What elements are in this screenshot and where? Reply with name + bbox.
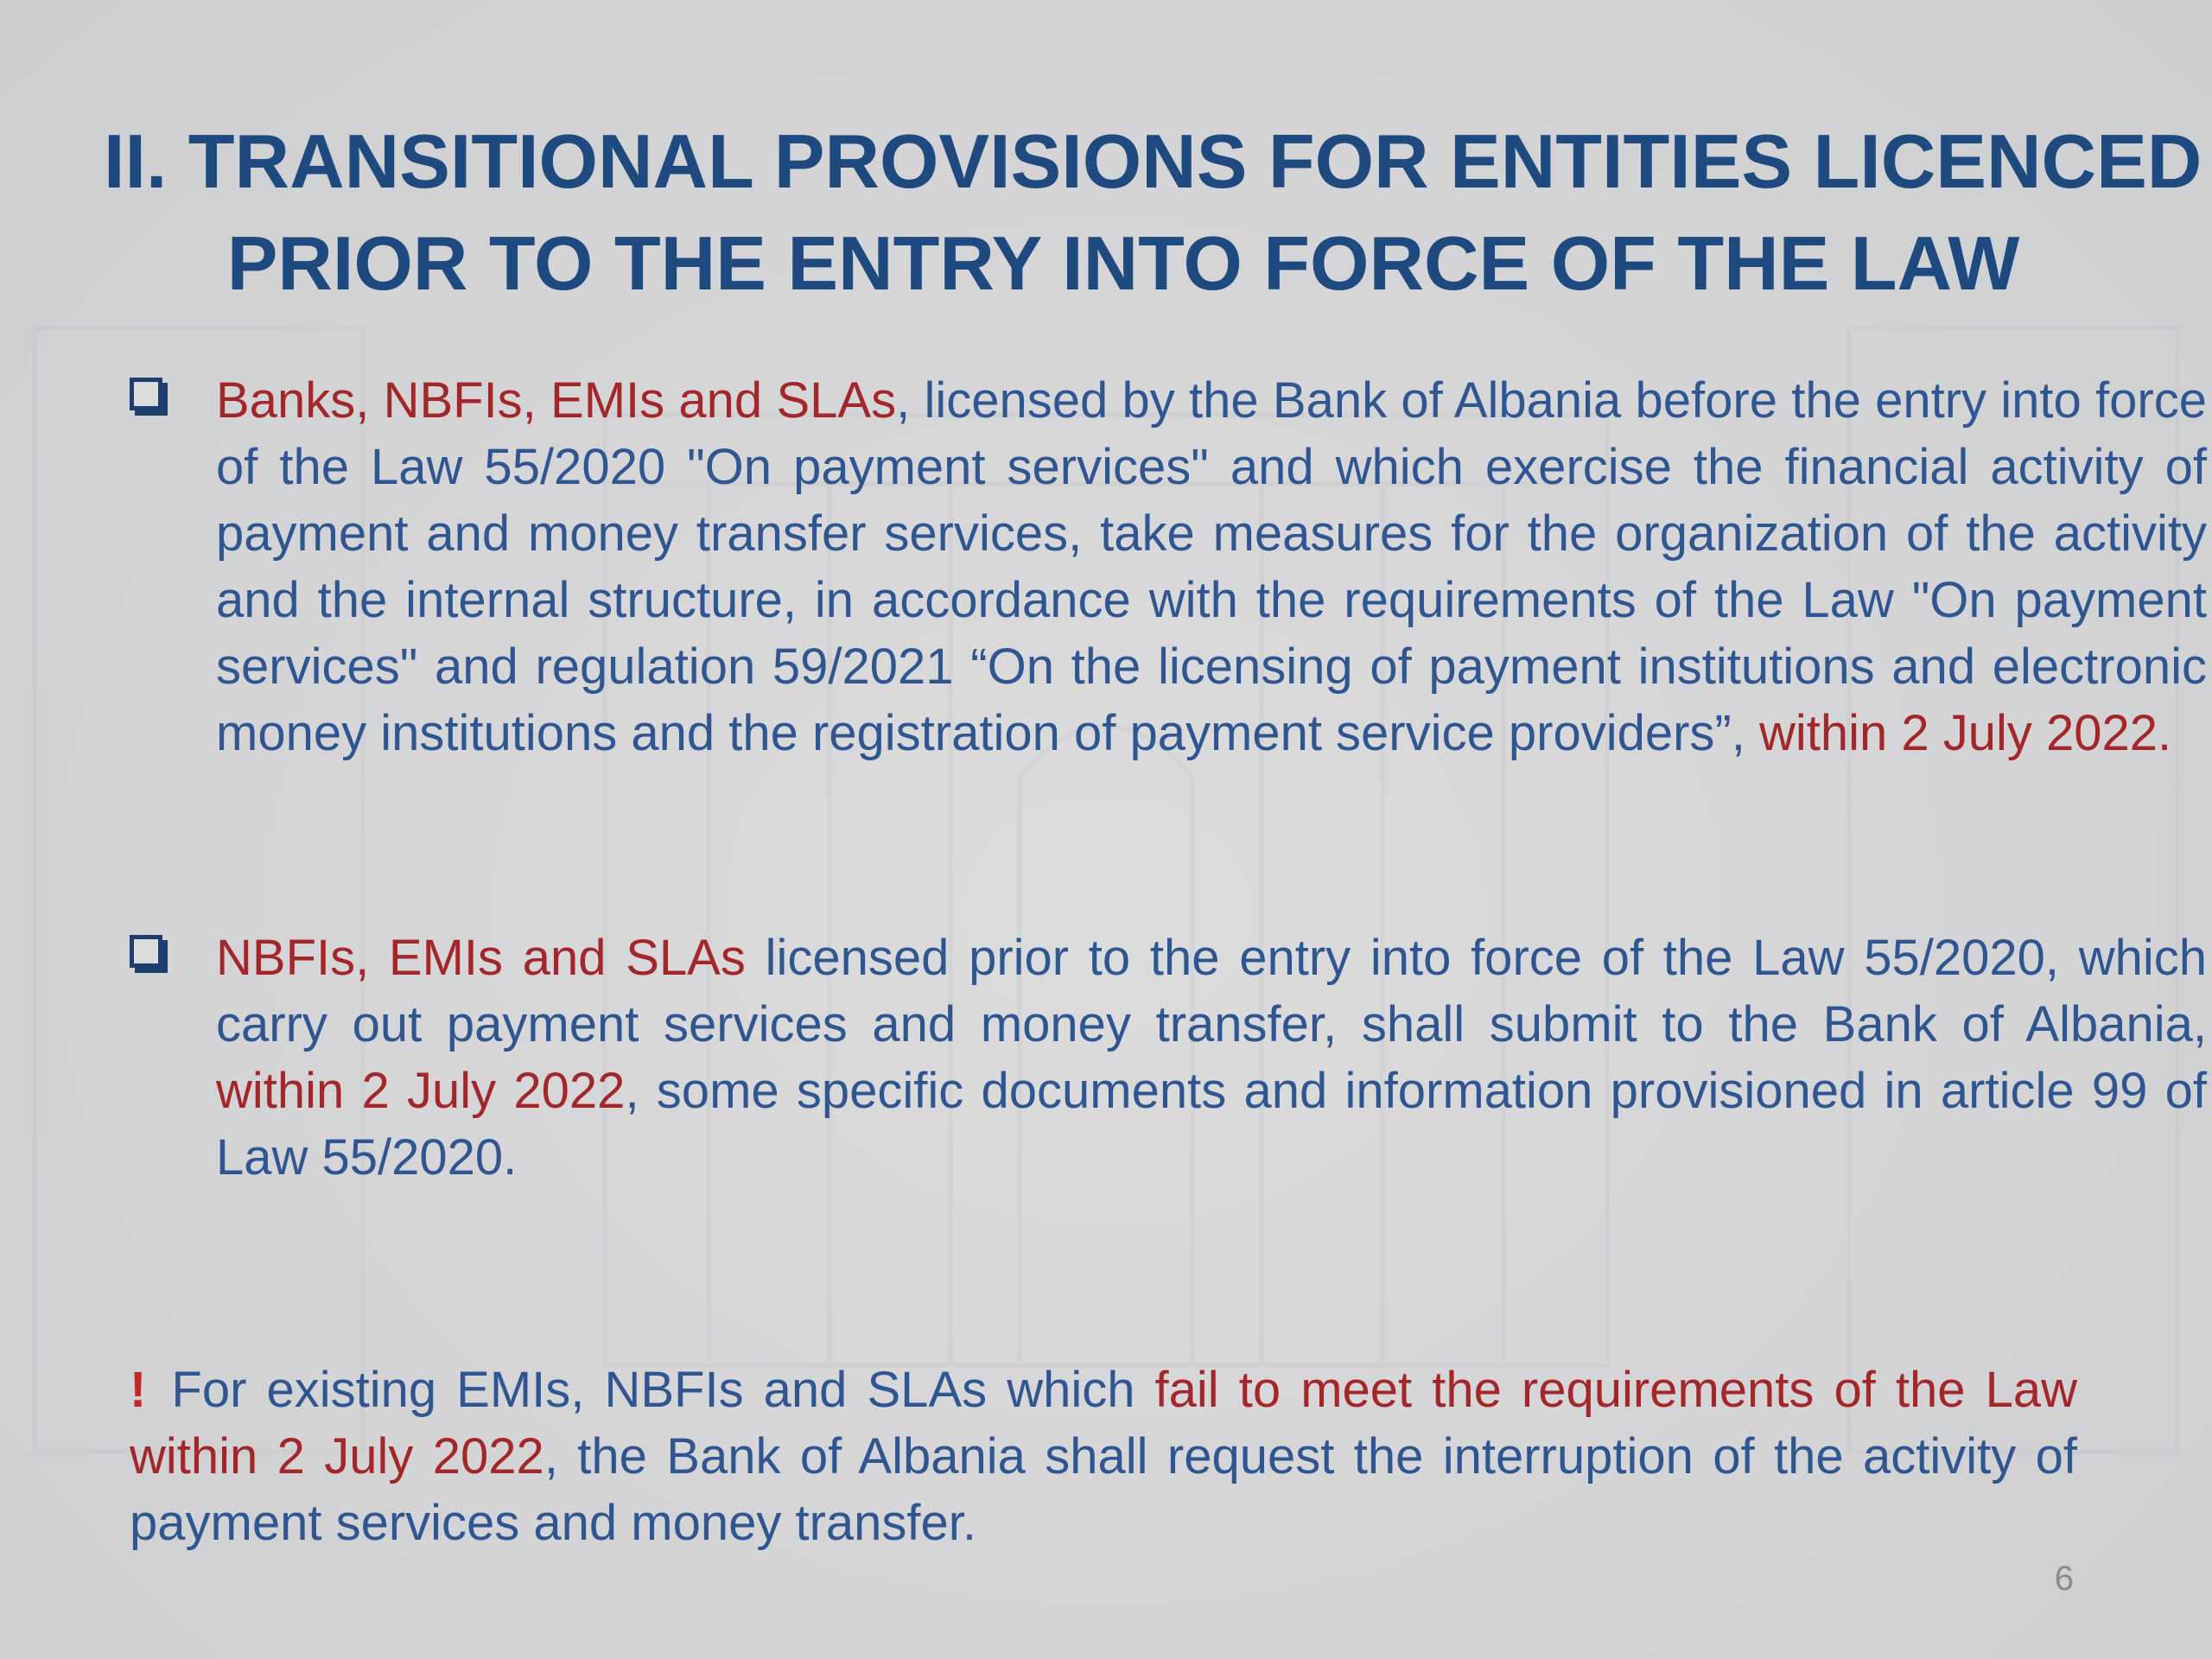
bullet-body: , some specific documents and information provisioned in article 99 of Law 55/2020. [216, 1063, 2208, 1185]
slide-title-line-2: PRIOR TO THE ENTRY INTO FORCE OF THE LAW [226, 220, 2020, 306]
warning-text: , the Bank of Albania shall request the interruption of the activity of payment services and money transfer. [130, 1428, 2077, 1551]
entities-highlight: Banks, NBFIs, EMIs and SLAs [216, 372, 897, 429]
deadline-highlight: within 2 July 2022. [1758, 705, 2172, 761]
checkbox-bullet-icon [130, 935, 162, 968]
slide-title [104, 111, 2202, 315]
warning-highlight: fail to meet the requirements of the Law within 2 July 2022 [130, 1362, 2077, 1484]
exclamation-icon: ! [130, 1362, 147, 1418]
entities-highlight: NBFIs, EMIs and SLAs [216, 930, 746, 986]
warning-note [130, 1357, 2077, 1556]
bullet-body: licensed prior to the entry into force of the Law 55/2020, which carry out payment services and money transfer, shall submit to the Bank of Albania, [216, 930, 2207, 1052]
bullet-body: , licensed by the Bank of Albania before the entry into force of the Law 55/2020 "On payment services" and which exercise the financial activity of payment and money transfer services, take measures for the organization of the activity and the internal structure, in accordance with the requirements of the Law "On payment services" and regulation 59/2021 “On the licensing of payment institutions and electronic money institutions and the registration of payment service providers”, [216, 372, 2207, 761]
warning-text: For existing EMIs, NBFIs and SLAs which [151, 1362, 1155, 1418]
deadline-highlight: within 2 July 2022 [216, 1063, 626, 1119]
slide-title-line-1: II. TRANSITIONAL PROVISIONS FOR ENTITIES LICENCED [104, 118, 2202, 204]
checkbox-bullet-icon [130, 378, 162, 410]
bullet-text-1 [216, 367, 2207, 766]
page-number: 6 [2054, 1560, 2074, 1598]
bullet-text-2 [216, 925, 2207, 1191]
